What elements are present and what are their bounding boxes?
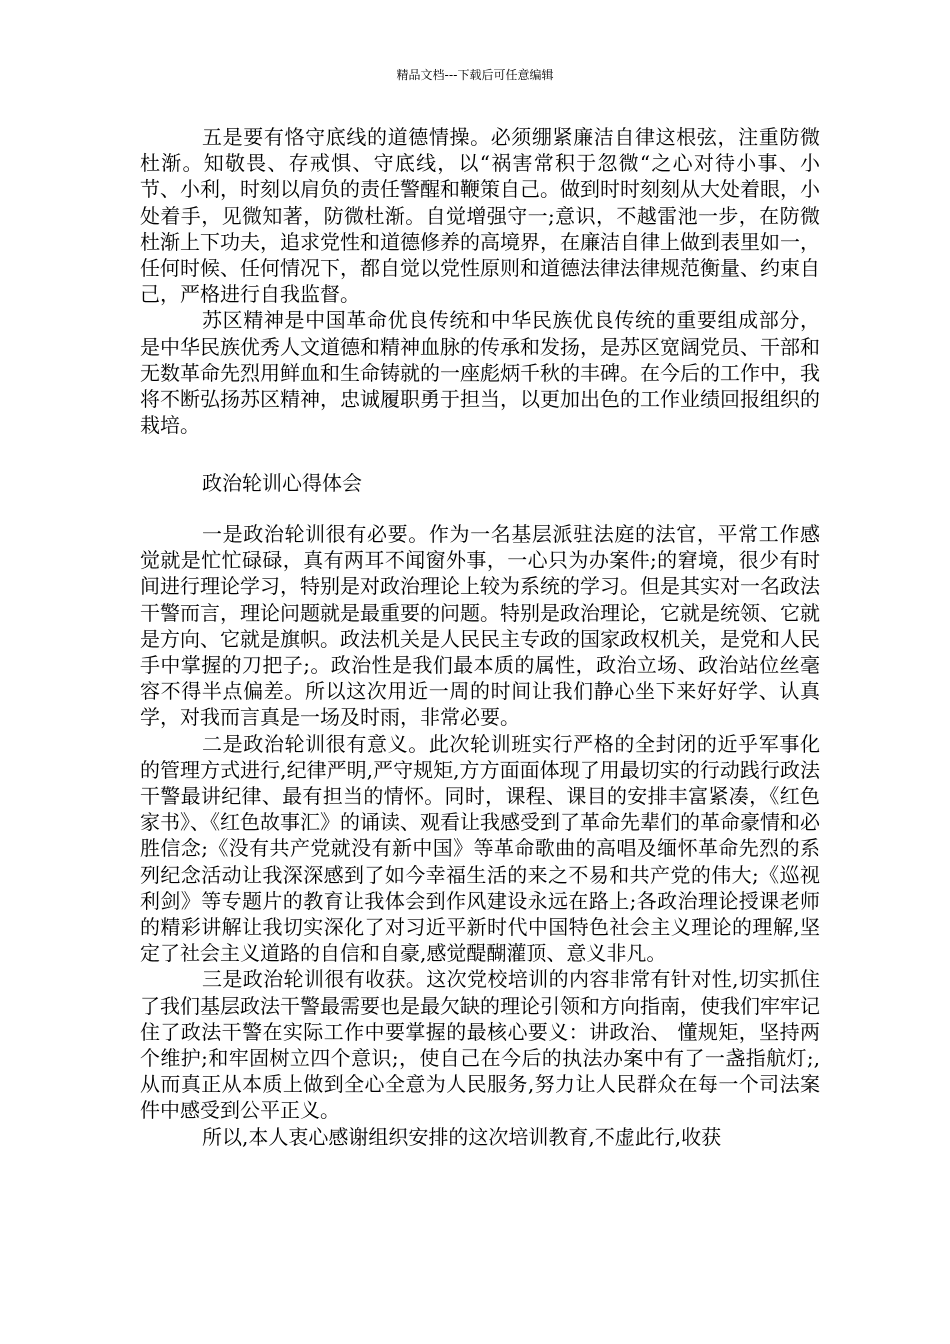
page-header: 精品文档---下载后可任意编辑 bbox=[396, 68, 554, 82]
paragraph-conclusion: 所以,本人衷心感谢组织安排的这次培训教育,不虚此行,收获 bbox=[202, 1124, 722, 1149]
essay-section-1 bbox=[140, 124, 820, 438]
paragraph-moral-bottom-line: 五是要有恪守底线的道德情操。必须绷紧廉洁自律这根弦，注重防微杜渐。知敬畏、存戒惧、守底线，以“祸害常积于忽微“之心对待小事、小节、小利，时刻以肩负的责任警醒和鞭策自己。做到时时刻刻从大处着眼，小处着手，见微知著，防微杜渐。自觉增强守一;意识，不越雷池一步，在防微杜渐上下功夫，追求党性和道德修养的高境界，在廉洁自律上做到表里如一，任何时候、任何情况下，都自觉以党性原则和道德法律法律规范衡量、约束自己，严格进行自我监督。 bbox=[140, 125, 820, 307]
paragraph-necessity: 一是政治轮训很有必要。作为一名基层派驻法庭的法官，平常工作感觉就是忙忙碌碌，真有两耳不闻窗外事，一心只为办案件;的窘境，很少有时间进行理论学习，特别是对政治理论上较为系统的学习。但是其实对一名政法干警而言，理论问题就是最重要的问题。特别是政治理论，它就是统领、它就是方向、它就是旗帜。政法机关是人民民主专政的国家政权机关，是党和人民手中掌握的刀把子;。政治性是我们最本质的属性，政治立场、政治站位丝毫容不得半点偏差。所以这次用近一周的时间让我们静心坐下来好好学、认真学，对我而言真是一场及时雨，非常必要。 bbox=[140, 522, 820, 730]
paragraph-gains: 三是政治轮训很有收获。这次党校培训的内容非常有针对性,切实抓住了我们基层政法干警最需要也是最欠缺的理论引领和方向指南，使我们牢牢记住了政法干警在实际工作中要掌握的最核心要义：讲政治、 懂规矩，坚持两个维护;和牢固树立四个意识;，使自己在今后的执法办案中有了一盏指航灯;,从而真正从本质上做到全心全意为人民服务,努力让人民群众在每一个司法案件中感受到公平正义。 bbox=[140, 967, 820, 1123]
essay-section-2 bbox=[140, 521, 820, 1150]
paragraph-significance: 二是政治轮训很有意义。此次轮训班实行严格的全封闭的近乎军事化的管理方式进行,纪律严明,严守规矩,方方面面体现了用最切实的行动践行政法干警最讲纪律、最有担当的情怀。同时，课程、课目的安排丰富紧凑，《红色家书》、《红色故事汇》的诵读、观看让我感受到了革命先辈们的革命豪情和必胜信念;《没有共产党就没有新中国》等革命歌曲的高唱及缅怀革命先烈的系列纪念活动让我深深感到了如今幸福生活的来之不易和共产党的伟大;《巡视利剑》等专题片的教育让我体会到作风建设永远在路上;各政治理论授课老师的精彩讲解让我切实深化了对习近平新时代中国特色社会主义理论的理解,坚定了社会主义道路的自信和自豪,感觉醍醐灌顶、意义非凡。 bbox=[140, 731, 820, 966]
section-heading: 政治轮训心得体会 bbox=[202, 471, 362, 495]
paragraph-soviet-area-spirit: 苏区精神是中国革命优良传统和中华民族优良传统的重要组成部分，是中华民族优秀人文道德和精神血脉的传承和发扬，是苏区宽阔党员、干部和无数革命先烈用鲜血和生命铸就的一座彪炳千秋的丰碑。在今后的工作中，我将不断弘扬苏区精神，忠诚履职勇于担当，以更加出色的工作业绩回报组织的栽培。 bbox=[140, 308, 820, 438]
